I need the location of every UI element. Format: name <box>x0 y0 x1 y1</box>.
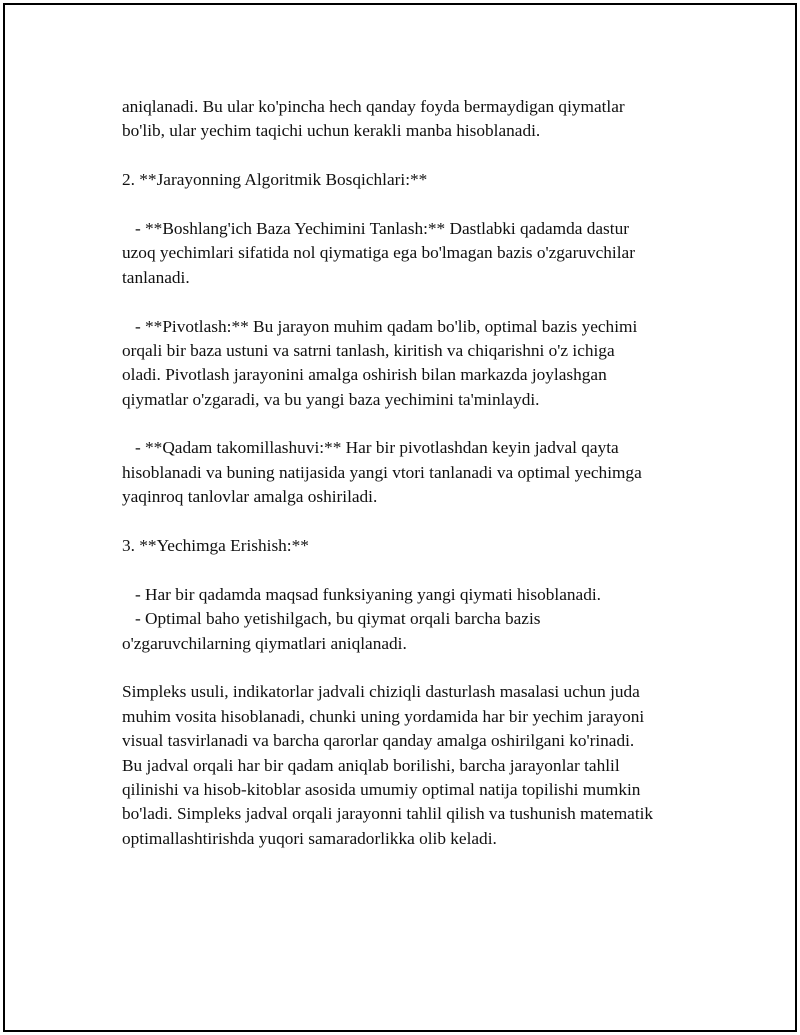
text-line: 2. **Jarayonning Algoritmik Bosqichlari:** <box>122 170 428 190</box>
text-line: qilinishi va hisob-kitoblar asosida umumiy optimal natija topilishi mumkin <box>122 779 641 799</box>
paragraph-gap <box>122 510 712 534</box>
text-line: aniqlanadi. Bu ular ko'pincha hech qanday foyda bermaydigan qiymatlar <box>122 97 625 116</box>
paragraph-gap <box>122 412 712 436</box>
text-line: - **Qadam takomillashuvi:** Har bir pivotlashdan keyin jadval qayta <box>122 438 619 458</box>
text-line: optimallashtirishda yuqori samaradorlikka olib keladi. <box>122 828 497 848</box>
paragraph <box>122 217 712 290</box>
document-body <box>122 95 712 851</box>
paragraph-gap <box>122 193 712 217</box>
paragraph <box>122 95 712 144</box>
text-line: 3. **Yechimga Erishish:** <box>122 536 309 556</box>
paragraph <box>122 680 712 851</box>
paragraph-gap <box>122 558 712 582</box>
text-line: bo'lib, ular yechim taqichi uchun kerakli manba hisoblanadi. <box>122 121 541 141</box>
text-line: Simpleks usuli, indikatorlar jadvali chiziqli dasturlash masalasi uchun juda <box>122 682 640 702</box>
text-line: qiymatlar o'zgaradi, va bu yangi baza yechimini ta'minlaydi. <box>122 389 540 409</box>
paragraph <box>122 534 712 558</box>
text-line: oladi. Pivotlash jarayonini amalga oshirish bilan markazda joylashgan <box>122 365 607 385</box>
paragraph-gap <box>122 290 712 314</box>
text-line: - **Pivotlash:** Bu jarayon muhim qadam bo'lib, optimal bazis yechimi <box>122 316 638 336</box>
paragraph-gap <box>122 656 712 680</box>
text-line: orqali bir baza ustuni va satrni tanlash, kiritish va chiqarishni o'z ichiga <box>122 340 615 360</box>
text-line: hisoblanadi va buning natijasida yangi vtori tanlanadi va optimal yechimga <box>122 462 642 482</box>
paragraph <box>122 436 712 509</box>
paragraph <box>122 583 712 656</box>
text-line: muhim vosita hisoblanadi, chunki uning yordamida har bir yechim jarayoni <box>122 706 645 726</box>
text-line: bo'ladi. Simpleks jadval orqali jarayonni tahlil qilish va tushunish matematik <box>122 804 654 824</box>
page-frame <box>3 3 797 1032</box>
text-line: tanlanadi. <box>122 267 190 287</box>
text-line: Bu jadval orqali har bir qadam aniqlab borilishi, barcha jarayonlar tahlil <box>122 755 620 775</box>
text-line: - Har bir qadamda maqsad funksiyaning yangi qiymati hisoblanadi. <box>122 584 601 604</box>
text-line: yaqinroq tanlovlar amalga oshiriladi. <box>122 487 378 507</box>
text-line: - **Boshlang'ich Baza Yechimini Tanlash:** Dastlabki qadamda dastur <box>122 218 629 238</box>
text-line: visual tasvirlanadi va barcha qarorlar qanday amalga oshirilgani ko'rinadi. <box>122 731 635 751</box>
paragraph <box>122 315 712 413</box>
paragraph-gap <box>122 144 712 168</box>
text-line: uzoq yechimlari sifatida nol qiymatiga ega bo'lmagan bazis o'zgaruvchilar <box>122 243 635 263</box>
paragraph <box>122 168 712 192</box>
text-line: o'zgaruvchilarning qiymatlari aniqlanadi. <box>122 633 407 653</box>
text-line: - Optimal baho yetishilgach, bu qiymat orqali barcha bazis <box>122 609 541 629</box>
